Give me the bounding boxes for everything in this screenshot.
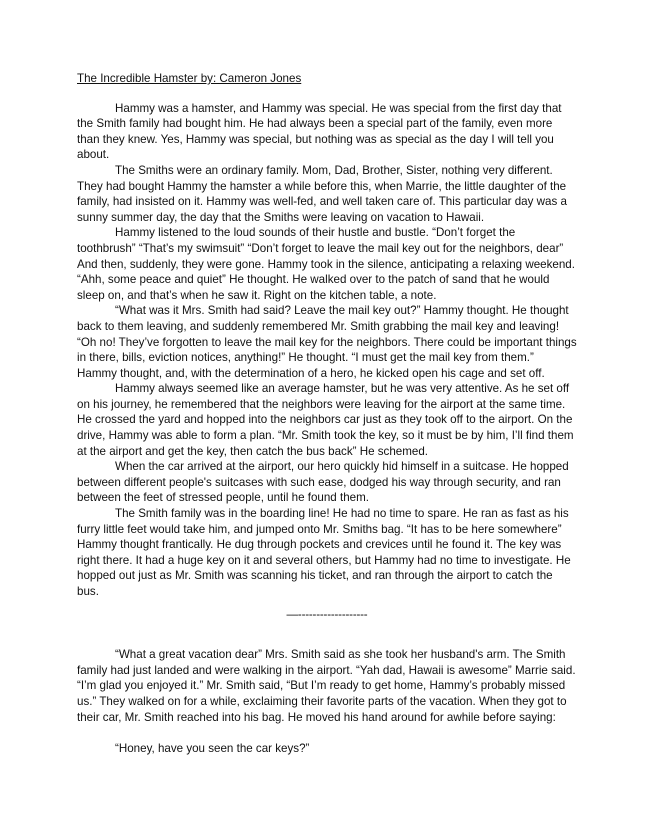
document-title: The Incredible Hamster by: Cameron Jones — [77, 72, 302, 85]
paragraph: The Smith family was in the boarding line! He had no time to spare. He ran as fast as his furry little feet would take him, and jumped onto Mr. Smiths bag. “It has to be here somewhere” Hammy thought frantically. He dug through pockets and crevices until he found it. The key was right there. It had a huge key on it and several others, but Hammy had no time to investigate. He hopped out just as Mr. Smith was scanning his ticket, and ran through the airport to catch the bus. — [77, 507, 571, 598]
paragraph: Hammy always seemed like an average hamster, but he was very attentive. As he set off on his journey, he remembered that the neighbors were leaving for the airport at the same time. He crossed the yard and hopped into the neighbors car just as they took off to the airport. On the drive, Hammy was able to form a plan. “Mr. Smith took the key, so it must be by him, I’ll find them at the airport and get the key, then catch the bus back” He schemed. — [77, 382, 574, 458]
document-page — [77, 71, 577, 757]
paragraph: When the car arrived at the airport, our hero quickly hid himself in a suitcase. He hopped between different people's suitcases with such ease, dodged his way through security, and ran between the feet of stressed people, until he found them. — [77, 460, 569, 505]
paragraph: “What was it Mrs. Smith had said? Leave the mail key out?” Hammy thought. He thought back to them leaving, and suddenly remembered Mr. Smith grabbing the mail key and leaving! “Oh no! They’ve forgotten to leave the mail key for the neighbors. There could be important things in there, bills, eviction notices, anything!” He thought. “I must get the mail key from them.” Hammy thought, and, with the determination of a hero, he kicked open his cage and set off. — [77, 304, 577, 380]
section-separator: —------------------- — [286, 607, 368, 621]
paragraph: Hammy listened to the loud sounds of their hustle and bustle. “Don’t forget the toothbrush” “That’s my swimsuit” “Don’t forget to leave the mail key out for the neighbors, dear” And then, suddenly, they were gone. Hammy took in the silence, anticipating a relaxing weekend. “Ahh, some peace and quiet” He thought. He walked over to the patch of sand that he would sleep on, and that’s when he saw it. Right on the kitchen table, a note. — [77, 226, 575, 302]
paragraph: The Smiths were an ordinary family. Mom, Dad, Brother, Sister, nothing very different. They had bought Hammy the hamster a while before this, when Marrie, the little daughter of the family, had insisted on it. Hammy was well-fed, and well taken care of. This particular day was a sunny summer day, the day that the Smiths were leaving on vacation to Hawaii. — [77, 163, 567, 224]
paragraph: Hammy was a hamster, and Hammy was special. He was special from the first day that the Smith family had bought him. He had always been a special part of the family, even more than they knew. Yes, Hammy was special, but nothing was as special as the day I will tell you about. — [77, 101, 562, 162]
final-line: “Honey, have you seen the car keys?” — [115, 742, 310, 756]
paragraph: “What a great vacation dear” Mrs. Smith said as she took her husband's arm. The Smith family had just landed and were walking in the airport. “Yah dad, Hawaii is awesome” Marrie said. “I’m glad you enjoyed it.” Mr. Smith said, “But I’m ready to get home, Hammy’s probably missed us.” They walked on for a while, exclaiming their favorite parts of the vacation. When they got to their car, Mr. Smith reached into his bag. He moved his hand around for awhile before saying: — [77, 648, 576, 724]
